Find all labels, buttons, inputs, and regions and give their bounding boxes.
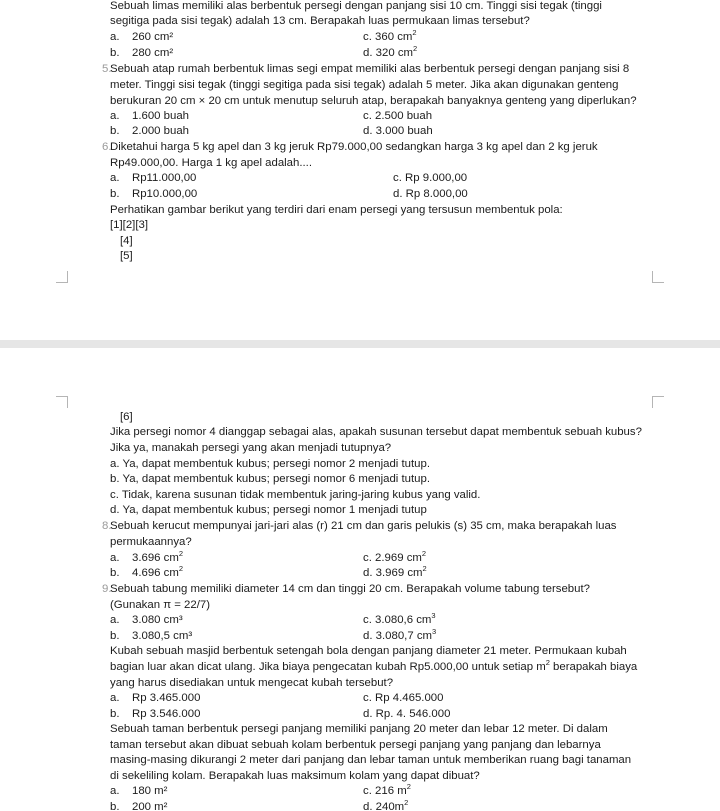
pattern-row: [5] bbox=[120, 250, 133, 262]
option-a[interactable] bbox=[110, 551, 183, 566]
question-number: 6. bbox=[102, 141, 112, 153]
option-c[interactable] bbox=[363, 784, 411, 799]
option-key: d. bbox=[393, 188, 403, 200]
option-key: a. bbox=[110, 614, 120, 626]
option-d[interactable] bbox=[363, 707, 450, 722]
question-text-line: Sebuah atap rumah berbentuk limas segi empat memiliki alas berbentuk persegi dengan panjang sisi 8 bbox=[110, 63, 630, 75]
page-margin-mark bbox=[652, 271, 664, 283]
option-key: b. bbox=[110, 630, 120, 642]
option-c[interactable] bbox=[363, 613, 436, 628]
option-value: Ya, dapat membentuk kubus; persegi nomor 6 menjadi tutup. bbox=[122, 473, 430, 485]
option-value: Rp 3.546.000 bbox=[132, 708, 201, 720]
option-d[interactable] bbox=[110, 503, 427, 518]
question-text-line: meter. Tinggi sisi tegak (tinggi segitiga pada sisi tegak) adalah 5 meter. Jika akan digunakan genteng bbox=[110, 79, 619, 91]
question-text-line: permukaannya? bbox=[110, 536, 192, 548]
option-a[interactable] bbox=[110, 613, 183, 628]
option-key: c. bbox=[363, 614, 372, 626]
option-c[interactable] bbox=[393, 171, 467, 186]
option-value: Rp 9.000,00 bbox=[405, 172, 468, 184]
option-key: d. bbox=[110, 504, 120, 516]
option-key: b. bbox=[110, 473, 120, 485]
question-text-line: Jika ya, manakah persegi yang akan menjadi tutupnya? bbox=[110, 442, 392, 454]
option-key: b. bbox=[110, 47, 120, 59]
option-key: d. bbox=[363, 47, 373, 59]
question-text-line: Sebuah kerucut mempunyai jari-jari alas (r) 21 cm dan garis pelukis (s) 35 cm, maka berapakah luas bbox=[110, 520, 617, 532]
option-a[interactable] bbox=[110, 457, 430, 472]
page-margin-mark bbox=[56, 396, 68, 408]
option-key: a. bbox=[110, 552, 120, 564]
option-b[interactable] bbox=[110, 472, 430, 487]
question-text-line: Jika persegi nomor 4 dianggap sebagai alas, apakah susunan tersebut dapat membentuk sebuah kubus? bbox=[110, 426, 642, 438]
option-a[interactable] bbox=[110, 691, 200, 706]
option-b[interactable] bbox=[110, 707, 200, 722]
option-c[interactable] bbox=[363, 109, 432, 124]
option-b[interactable] bbox=[110, 800, 167, 811]
superscript: 2 bbox=[178, 549, 184, 558]
option-value: 4.696 cm bbox=[132, 567, 179, 579]
option-key: b. bbox=[110, 801, 120, 811]
option-key: c. bbox=[363, 692, 372, 704]
option-value: 3.080,7 cm bbox=[375, 630, 433, 642]
option-value: Ya, dapat membentuk kubus; persegi nomor 1 menjadi tutup bbox=[122, 504, 427, 516]
option-b[interactable] bbox=[110, 566, 183, 581]
option-value: 360 cm bbox=[375, 31, 413, 43]
option-key: b. bbox=[110, 567, 120, 579]
option-a[interactable] bbox=[110, 30, 173, 45]
question-text-segment: berapakah biaya bbox=[553, 661, 638, 673]
option-b[interactable] bbox=[110, 124, 189, 139]
superscript: 3 bbox=[432, 627, 437, 636]
option-a[interactable] bbox=[110, 784, 167, 799]
option-c[interactable] bbox=[363, 691, 443, 706]
option-value: 1.600 buah bbox=[132, 110, 190, 122]
superscript: 2 bbox=[178, 564, 184, 573]
question-text-line: Sebuah limas memiliki alas berbentuk persegi dengan panjang sisi 10 cm. Tinggi sisi tegak (tinggi bbox=[110, 0, 602, 12]
superscript: 2 bbox=[406, 782, 411, 791]
option-b[interactable] bbox=[110, 46, 173, 61]
option-key: d. bbox=[363, 567, 373, 579]
option-b[interactable] bbox=[110, 629, 192, 644]
option-value: 260 cm² bbox=[132, 31, 174, 43]
option-key: a. bbox=[110, 172, 120, 184]
option-a[interactable] bbox=[110, 109, 189, 124]
option-key: c. bbox=[363, 110, 372, 122]
question-number: 5. bbox=[102, 63, 112, 75]
question-text-line: berukuran 20 cm × 20 cm untuk menutup seluruh atap, berapakah banyaknya genteng yang diperlukan? bbox=[110, 95, 637, 107]
option-key: d. bbox=[363, 630, 373, 642]
question-text-line: Kubah sebuah masjid berbentuk setengah bola dengan panjang diameter 21 meter. Permukaan kubah bbox=[110, 645, 627, 657]
superscript: 2 bbox=[422, 564, 427, 573]
option-key: d. bbox=[363, 125, 373, 137]
option-a[interactable] bbox=[110, 171, 196, 186]
option-c[interactable] bbox=[363, 30, 417, 45]
option-value: Rp 4.465.000 bbox=[375, 692, 444, 704]
option-key: d. bbox=[363, 708, 373, 720]
option-key: c. bbox=[363, 552, 372, 564]
pattern-row: [1][2][3] bbox=[110, 219, 148, 231]
option-d[interactable] bbox=[393, 187, 468, 202]
superscript: 2 bbox=[421, 549, 427, 558]
question-text-line: Rp49.000,00. Harga 1 kg apel adalah.... bbox=[110, 157, 313, 169]
option-value: 3.969 cm bbox=[375, 567, 423, 579]
option-d[interactable] bbox=[363, 800, 408, 811]
question-text-line: masing-masing dikurangi 2 meter dari panjang dan lebar taman untuk memberikan ruang bagi tanaman bbox=[110, 754, 632, 766]
question-number: 8. bbox=[102, 520, 112, 532]
option-key: a. bbox=[110, 110, 120, 122]
option-value: 2.500 buah bbox=[375, 110, 433, 122]
option-value: 180 m² bbox=[132, 785, 168, 797]
superscript: 2 bbox=[545, 658, 550, 667]
question-text-line: Sebuah tabung memiliki diameter 14 cm dan tinggi 20 cm. Berapakah volume tabung tersebut? bbox=[110, 583, 590, 595]
option-value: Rp 3.465.000 bbox=[132, 692, 201, 704]
option-value: 3.080,6 cm bbox=[375, 614, 432, 626]
question-text-line: segitiga pada sisi tegak) adalah 13 cm. Berapakah luas permukaan limas tersebut? bbox=[110, 15, 530, 27]
page-separator bbox=[0, 340, 720, 348]
option-c[interactable] bbox=[110, 488, 480, 503]
option-value: Rp10.000,00 bbox=[132, 188, 198, 200]
option-value: Rp11.000,00 bbox=[132, 172, 197, 184]
question-text-line: Sebuah taman berbentuk persegi panjang memiliki panjang 20 meter dan lebar 12 meter. Di dalam bbox=[110, 723, 608, 735]
option-key: c. bbox=[393, 172, 402, 184]
question-text-line bbox=[110, 660, 637, 675]
option-key: b. bbox=[110, 708, 120, 720]
superscript: 2 bbox=[404, 798, 409, 807]
option-value: Rp 8.000,00 bbox=[405, 188, 468, 200]
document-page-1 bbox=[0, 0, 720, 340]
option-key: b. bbox=[110, 125, 120, 137]
option-value: 3.696 cm bbox=[132, 552, 179, 564]
option-key: c. bbox=[363, 785, 372, 797]
option-value: Tidak, karena susunan tidak membentuk jaring-jaring kubus yang valid. bbox=[121, 489, 481, 501]
question-number: 9. bbox=[102, 583, 112, 595]
option-value: 3.000 buah bbox=[375, 125, 433, 137]
option-d[interactable] bbox=[363, 566, 427, 581]
question-text-line: yang harus disediakan untuk mengecat kubah tersebut? bbox=[110, 677, 394, 689]
option-key: a. bbox=[110, 692, 120, 704]
option-d[interactable] bbox=[363, 46, 417, 61]
question-text-segment: bagian luar akan dicat ulang. Jika biaya pengecatan kubah Rp5.000,00 untuk setiap m bbox=[110, 661, 546, 673]
option-b[interactable] bbox=[110, 187, 197, 202]
option-key: a. bbox=[110, 458, 120, 470]
option-d[interactable] bbox=[363, 629, 436, 644]
option-value: 2.000 buah bbox=[132, 125, 190, 137]
option-value: 240m bbox=[375, 801, 405, 811]
page-margin-mark bbox=[652, 396, 664, 408]
question-text-line: Perhatikan gambar berikut yang terdiri dari enam persegi yang tersusun membentuk pola: bbox=[110, 204, 563, 216]
pattern-row: [6] bbox=[120, 411, 133, 423]
option-value: 216 m bbox=[375, 785, 407, 797]
question-text-line: di sekeliling kolam. Berapakah luas maksimum kolam yang dapat dibuat? bbox=[110, 770, 480, 782]
pattern-row: [4] bbox=[120, 235, 133, 247]
option-value: 2.969 cm bbox=[375, 552, 422, 564]
superscript: 2 bbox=[413, 44, 418, 53]
option-value: 320 cm bbox=[375, 47, 414, 59]
page-margin-mark bbox=[56, 271, 68, 283]
option-value: 3.080 cm³ bbox=[132, 614, 183, 626]
question-text-line: Diketahui harga 5 kg apel dan 3 kg jeruk Rp79.000,00 sedangkan harga 3 kg apel dan 2 kg jeruk bbox=[110, 141, 598, 153]
option-key: a. bbox=[110, 31, 120, 43]
option-key: b. bbox=[110, 188, 120, 200]
option-value: 3.080,5 cm³ bbox=[132, 630, 193, 642]
option-key: d. bbox=[363, 801, 373, 811]
option-key: c. bbox=[363, 31, 372, 43]
option-value: 280 cm² bbox=[132, 47, 174, 59]
superscript: 3 bbox=[431, 611, 436, 620]
option-c[interactable] bbox=[363, 551, 426, 566]
superscript: 2 bbox=[412, 28, 417, 37]
option-key: c. bbox=[110, 489, 119, 501]
question-text-line: taman tersebut akan dibuat sebuah kolam berbentuk persegi panjang yang panjang dan lebarnya bbox=[110, 739, 601, 751]
option-value: 200 m² bbox=[132, 801, 168, 811]
document-page-2 bbox=[0, 348, 720, 811]
option-key: a. bbox=[110, 785, 120, 797]
option-d[interactable] bbox=[363, 124, 433, 139]
question-text-line: (Gunakan π = 22/7) bbox=[110, 599, 210, 611]
option-value: Rp. 4. 546.000 bbox=[375, 708, 451, 720]
option-value: Ya, dapat membentuk kubus; persegi nomor 2 menjadi tutup. bbox=[122, 458, 430, 470]
